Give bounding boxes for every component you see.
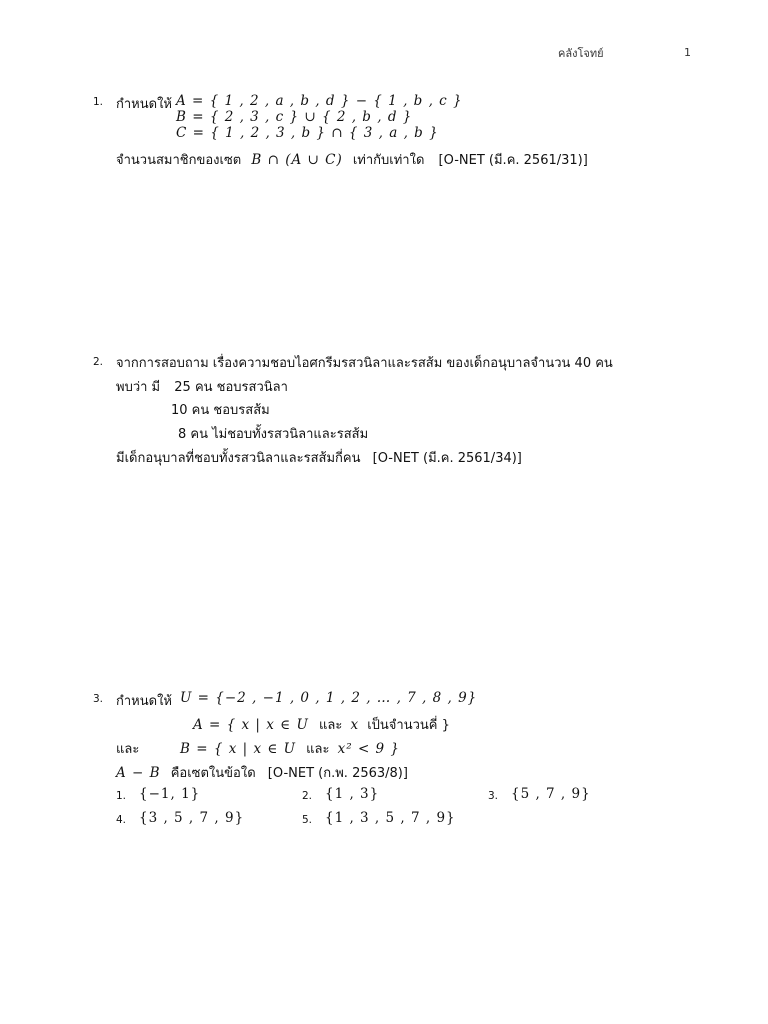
question-intro: กำหนดให้	[116, 694, 172, 709]
and-label: และ	[116, 742, 140, 757]
choice-1-label: 1.	[116, 790, 127, 802]
choice-2-label: 2.	[302, 790, 313, 802]
choice-4-value[interactable]: {3 , 5 , 7 , 9}	[139, 810, 245, 826]
question-line: 8 คน ไม่ชอบทั้งรสวนิลาและรสส้ม	[178, 427, 369, 442]
question-line	[116, 376, 288, 397]
question-ask	[116, 762, 408, 783]
ask-prefix: จำนวนสมาชิกของเซต	[116, 153, 242, 168]
set-b-math: B = { x | x ∈ U	[180, 741, 297, 757]
header-title: คลังโจทย์	[558, 47, 604, 60]
choice-1-value[interactable]: {−1, 1}	[139, 786, 201, 802]
question-number: 2.	[93, 356, 104, 368]
set-a-math: A = { x | x ∈ U	[193, 717, 309, 733]
choice-5-value[interactable]: {1 , 3 , 5 , 7 , 9}	[325, 810, 456, 826]
ask-text: คือเซตในข้อใด	[170, 766, 256, 781]
question-line: 10 คน ชอบรสส้ม	[171, 403, 270, 418]
question-number: 3.	[93, 693, 104, 705]
condition-text: เป็นจำนวนคี่ }	[367, 718, 450, 733]
question-number: 1.	[93, 96, 104, 108]
set-b-definition	[180, 738, 400, 759]
choice-5-label: 5.	[302, 814, 313, 826]
condition-math: x² < 9 }	[337, 741, 401, 757]
question-source: [O-NET (ก.พ. 2563/8)]	[267, 766, 408, 781]
variable-x: x	[350, 717, 360, 733]
question-intro: กำหนดให้	[116, 97, 172, 112]
line-value: 25 คน ชอบรสวนิลา	[174, 380, 288, 395]
question-text: จากการสอบถาม เรื่องความชอบไอศกรีมรสวนิลาและรสส้ม ของเด็กอนุบาลจำนวน 40 คน	[116, 356, 613, 371]
set-b-definition: B = { 2 , 3 , c } ∪ { 2 , b , d }	[176, 109, 413, 125]
ask-suffix: เท่ากับเท่าใด	[352, 153, 425, 168]
page-number: 1	[684, 46, 691, 59]
set-a-definition	[193, 714, 450, 735]
question-source: [O-NET (มี.ค. 2561/34)]	[372, 451, 522, 466]
line-prefix: พบว่า มี	[116, 380, 161, 395]
choice-2-value[interactable]: {1 , 3}	[325, 786, 380, 802]
choice-4-label: 4.	[116, 814, 127, 826]
set-c-definition: C = { 1 , 2 , 3 , b } ∩ { 3 , a , b }	[176, 125, 439, 141]
question-source: [O-NET (มี.ค. 2561/31)]	[438, 153, 588, 168]
choice-3-label: 3.	[488, 790, 499, 802]
choice-3-value[interactable]: {5 , 7 , 9}	[511, 786, 591, 802]
set-u-definition: U = {−2 , −1 , 0 , 1 , 2 , … , 7 , 8 , 9}	[180, 690, 478, 706]
question-ask	[116, 149, 588, 170]
ask-text: มีเด็กอนุบาลที่ชอบทั้งรสวนิลาและรสส้มกี่คน	[116, 451, 361, 466]
ask-math: A − B	[116, 765, 161, 781]
ask-math: B ∩ (A ∪ C)	[251, 152, 343, 168]
and-word: และ	[306, 742, 330, 757]
question-ask	[116, 447, 522, 468]
set-a-definition: A = { 1 , 2 , a , b , d } − { 1 , b , c }	[176, 93, 463, 109]
and-word: และ	[318, 718, 343, 733]
